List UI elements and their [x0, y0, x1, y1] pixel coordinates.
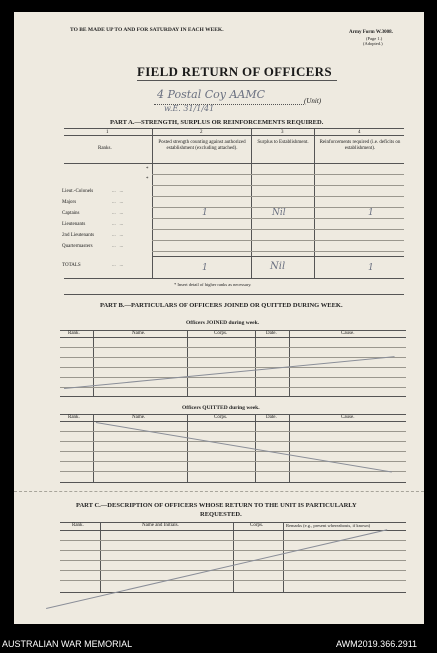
- leader-dots: ... ...: [112, 244, 124, 249]
- part-a-header-bottom: [64, 163, 404, 164]
- rank-star-1: *: [146, 167, 149, 172]
- row-rule: [60, 461, 406, 462]
- col-number-3: 3: [281, 130, 284, 135]
- form-status: (Adopted.): [363, 41, 383, 46]
- row-rule: [152, 196, 404, 197]
- leader-dots: ... ...: [112, 222, 124, 227]
- row-rule: [152, 185, 404, 186]
- row-rule: [60, 471, 406, 472]
- perforation-line: [14, 491, 424, 492]
- joined-col-cause: Cause.: [341, 331, 355, 336]
- part-c-heading-line2: REQUESTED.: [200, 511, 242, 518]
- unit-label: (Unit): [304, 97, 322, 105]
- rank-totals: TOTALS: [62, 263, 81, 268]
- row-rule: [152, 251, 404, 252]
- totals-surplus: Nil: [270, 261, 286, 272]
- col-header-posted: Posted strength counting against authorized establishment (excluding attached).: [158, 140, 246, 151]
- row-rule: [60, 367, 406, 368]
- part-c-col-rank: Rank.: [72, 523, 84, 528]
- totals-rule: [152, 256, 404, 257]
- row-rule: [152, 174, 404, 175]
- leader-dots: ... ...: [112, 263, 124, 268]
- leader-dots: ... ...: [112, 200, 124, 205]
- leader-dots: ... ...: [112, 211, 124, 216]
- col-number-4: 4: [358, 130, 361, 135]
- part-c-heading-line1: PART C.—DESCRIPTION OF OFFICERS WHOSE RETURN TO THE UNIT IS PARTICULARLY: [76, 502, 357, 509]
- joined-col-date: Date.: [266, 331, 277, 336]
- joined-col-corps: Corps.: [214, 331, 228, 336]
- col-number-2: 2: [200, 130, 203, 135]
- col-header-ranks: Ranks.: [98, 146, 112, 151]
- rank-captains: Captains: [62, 211, 80, 216]
- joined-header-rule: [60, 337, 406, 338]
- row-rule: [60, 387, 406, 388]
- row-rule: [60, 540, 406, 541]
- unit-line: [154, 104, 304, 105]
- part-c-col-name: Name and Initials.: [142, 523, 179, 528]
- col-header-reinforcements: Reinforcements required (i.e. deficits on establishment).: [319, 140, 401, 151]
- row-rule: [60, 451, 406, 452]
- row-rule: [60, 431, 406, 432]
- unit-date: w.E. 31/1/41: [164, 104, 215, 113]
- joined-title: Officers JOINED during week.: [186, 320, 260, 326]
- joined-col-name: Name.: [132, 331, 146, 336]
- totals-posted: 1: [202, 263, 208, 273]
- quitted-col-corps: Corps.: [214, 415, 228, 420]
- footer-accession-number: AWM2019.366.2911: [336, 639, 418, 649]
- rank-star-2: *: [146, 177, 149, 182]
- footer-institution: AUSTRALIAN WAR MEMORIAL: [2, 639, 133, 649]
- part-c-col-corps: Corps.: [250, 523, 264, 528]
- joined-table-bottom: [60, 396, 406, 397]
- row-rule: [60, 347, 406, 348]
- quitted-col-name: Name.: [132, 415, 146, 420]
- form-page: [14, 12, 424, 624]
- form-page-number: (Page 1.): [366, 36, 383, 41]
- totals-reinforcements: 1: [368, 263, 374, 273]
- part-a-footnote: * Insert detail of higher ranks as necessary.: [174, 282, 252, 287]
- quitted-col-rank: Rank.: [68, 415, 80, 420]
- quitted-table-bottom: [60, 482, 406, 483]
- row-rule: [152, 229, 404, 230]
- rank-majors: Majors: [62, 200, 77, 205]
- title-underline: [137, 80, 337, 81]
- unit-handwritten: 4 Postal Coy AAMC: [157, 88, 266, 101]
- leader-dots: ... ...: [112, 189, 124, 194]
- quitted-title: Officers QUITTED during week.: [182, 405, 260, 411]
- joined-strike-line: [64, 356, 395, 389]
- rank-quartermasters: Quartermasters: [62, 244, 93, 249]
- row-rule: [60, 550, 406, 551]
- quitted-col-cause: Cause.: [341, 415, 355, 420]
- row-rule: [60, 441, 406, 442]
- captains-surplus: Nil: [272, 208, 286, 218]
- header-notice: TO BE MADE UP TO AND FOR SATURDAY IN EACH WEEK.: [70, 27, 224, 33]
- row-rule: [152, 218, 404, 219]
- rank-lieutenants: Lieutenants: [62, 222, 86, 227]
- quitted-strike-line: [96, 422, 392, 473]
- col-header-surplus: Surplus to Establishment.: [257, 140, 309, 145]
- part-a-bottom: [64, 278, 404, 279]
- part-c-col-remarks: Remarks (e.g., present whereabouts, if known): [286, 523, 371, 528]
- part-c-col-divider: [283, 522, 284, 592]
- quitted-col-date: Date.: [266, 415, 277, 420]
- part-a-heading: PART A.—STRENGTH, SURPLUS OR REINFORCEMENTS REQUIRED.: [110, 119, 324, 126]
- row-rule: [152, 240, 404, 241]
- rank-2nd-lieutenants: 2nd Lieutenants: [62, 233, 95, 238]
- part-b-heading: PART B.—PARTICULARS OF OFFICERS JOINED OR QUITTED DURING WEEK.: [100, 302, 343, 309]
- row-rule: [60, 377, 406, 378]
- row-rule: [60, 580, 406, 581]
- part-c-col-divider: [233, 522, 234, 592]
- rank-lieut-colonels: Lieut.-Colonels: [62, 189, 94, 194]
- form-title: FIELD RETURN OF OFFICERS: [137, 64, 332, 79]
- row-rule: [60, 357, 406, 358]
- captains-posted: 1: [202, 208, 208, 218]
- archive-footer: [0, 638, 437, 653]
- row-rule: [60, 560, 406, 561]
- joined-col-rank: Rank.: [68, 331, 80, 336]
- leader-dots: ... ...: [112, 233, 124, 238]
- col-number-1: 1: [106, 130, 109, 135]
- part-c-col-divider: [100, 522, 101, 592]
- part-a-top-border: [64, 128, 404, 129]
- form-number: Army Form W.3008.: [349, 30, 393, 35]
- captains-reinforcements: 1: [368, 208, 374, 218]
- part-b-top-rule: [64, 294, 404, 295]
- quitted-header-rule: [60, 421, 406, 422]
- part-a-num-row: [64, 135, 404, 136]
- row-rule: [60, 570, 406, 571]
